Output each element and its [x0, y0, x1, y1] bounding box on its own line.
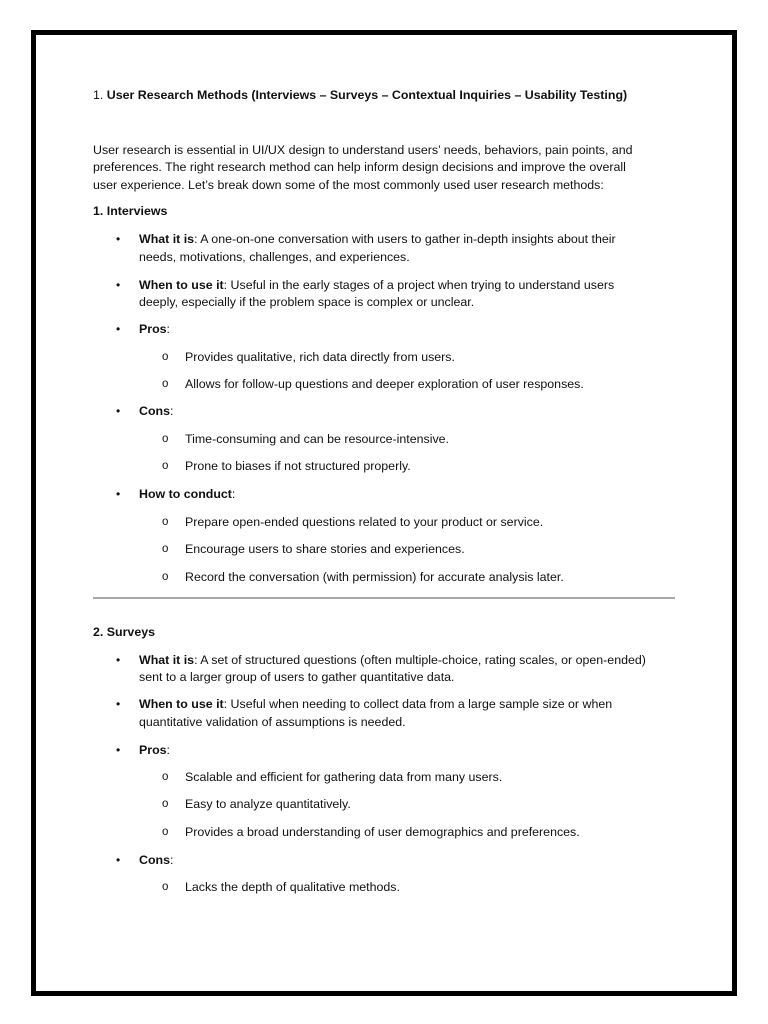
sub-bullet-icon: o — [162, 351, 169, 363]
sub-list-item: Allows for follow-up questions and deeper exploration of user responses. — [185, 377, 584, 391]
item-label: When to use it — [139, 697, 224, 711]
item-label: Cons — [139, 853, 170, 867]
colon: : — [166, 322, 170, 336]
list-item — [139, 742, 170, 760]
sub-list-item: Prepare open-ended questions related to your product or service. — [185, 515, 544, 529]
sub-list-item: Encourage users to share stories and experiences. — [185, 542, 465, 556]
item-label: What it is — [139, 653, 195, 667]
colon: : — [169, 853, 174, 867]
list-item — [139, 486, 235, 504]
list-item — [139, 403, 173, 421]
list-item — [139, 231, 616, 249]
item-text: : A set of structured questions (often multiple-choice, rating scales, or open-ended) — [194, 653, 646, 667]
list-item — [139, 852, 173, 870]
title-text: User Research Methods (Interviews – Surveys – Contextual Inquiries – Usability Testing) — [106, 88, 628, 102]
item-text: : Useful when needing to collect data from a large sample size or when — [223, 697, 613, 711]
sub-list-item: Provides qualitative, rich data directly from users. — [185, 350, 455, 364]
section-heading-surveys: 2. Surveys — [93, 625, 155, 639]
sub-list-item: Time-consuming and can be resource-intensive. — [185, 432, 450, 446]
item-text: : Useful in the early stages of a project when trying to understand users — [223, 278, 615, 292]
sub-bullet-icon: o — [162, 571, 169, 583]
bullet-icon: • — [116, 743, 121, 757]
item-label: When to use it — [139, 278, 224, 292]
list-item — [139, 277, 614, 295]
list-item — [139, 652, 646, 670]
sub-list-item: Provides a broad understanding of user demographics and preferences. — [185, 825, 580, 839]
bullet-icon: • — [116, 232, 121, 246]
sub-list-item: Prone to biases if not structured properly. — [185, 459, 411, 473]
section-heading-interviews: 1. Interviews — [93, 204, 168, 218]
list-item-continued: deeply, especially if the problem space is complex or unclear. — [139, 295, 475, 309]
sub-list-item: Lacks the depth of qualitative methods. — [185, 880, 400, 894]
title-number: 1. — [93, 88, 104, 102]
horizontal-divider — [93, 597, 675, 599]
list-item-continued: quantitative validation of assumptions is needed. — [139, 715, 406, 729]
intro-line: preferences. The right research method can help inform design decisions and improve the overall — [93, 160, 626, 174]
list-item-continued: sent to a larger group of users to gather quantitative data. — [139, 670, 455, 684]
bullet-icon: • — [116, 697, 121, 711]
bullet-icon: • — [116, 322, 121, 336]
sub-bullet-icon: o — [162, 881, 169, 893]
item-label: What it is — [139, 232, 195, 246]
document-title — [93, 87, 627, 105]
item-label: How to conduct — [139, 487, 232, 501]
list-item — [139, 321, 170, 339]
intro-line: user experience. Let’s break down some of the most commonly used user research methods: — [93, 178, 604, 192]
colon: : — [231, 487, 236, 501]
sub-bullet-icon: o — [162, 516, 169, 528]
bullet-icon: • — [116, 404, 121, 418]
sub-bullet-icon: o — [162, 798, 169, 810]
item-label: Pros — [139, 322, 167, 336]
sub-list-item: Scalable and efficient for gathering data from many users. — [185, 770, 503, 784]
sub-bullet-icon: o — [162, 433, 169, 445]
sub-list-item: Easy to analyze quantitatively. — [185, 797, 351, 811]
sub-bullet-icon: o — [162, 771, 169, 783]
intro-line: User research is essential in UI/UX design to understand users’ needs, behaviors, pain points, and — [93, 143, 633, 157]
list-item-continued: needs, motivations, challenges, and experiences. — [139, 250, 410, 264]
bullet-icon: • — [116, 653, 121, 667]
bullet-icon: • — [116, 853, 121, 867]
sub-bullet-icon: o — [162, 378, 169, 390]
item-label: Pros — [139, 743, 167, 757]
sub-bullet-icon: o — [162, 460, 169, 472]
colon: : — [169, 404, 174, 418]
bullet-icon: • — [116, 278, 121, 292]
sub-bullet-icon: o — [162, 826, 169, 838]
sub-bullet-icon: o — [162, 543, 169, 555]
list-item — [139, 696, 612, 714]
item-text: : A one-on-one conversation with users to gather in-depth insights about their — [194, 232, 616, 246]
sub-list-item: Record the conversation (with permission) for accurate analysis later. — [185, 570, 564, 584]
item-label: Cons — [139, 404, 170, 418]
bullet-icon: • — [116, 487, 121, 501]
colon: : — [166, 743, 170, 757]
